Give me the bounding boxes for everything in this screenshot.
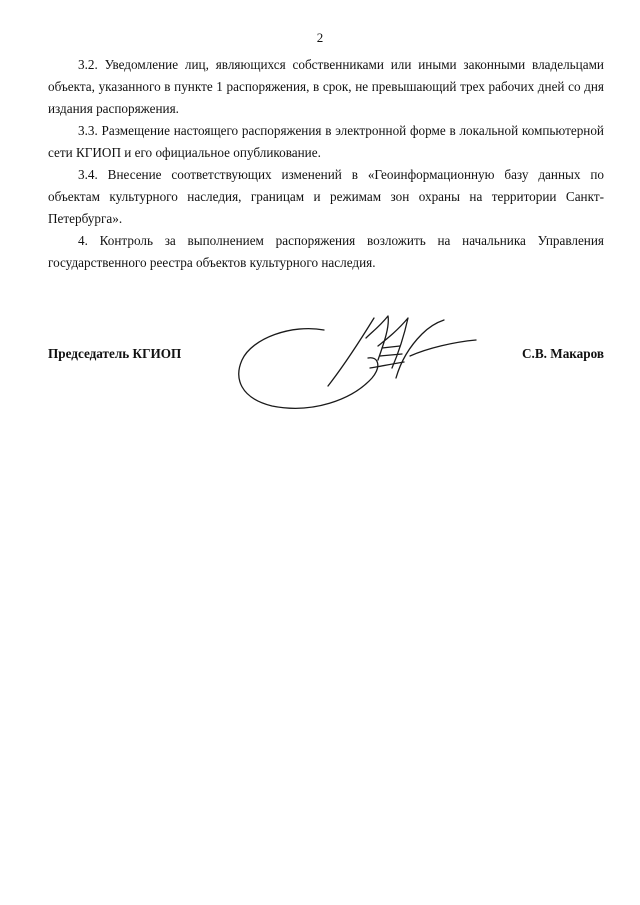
signatory-position: Председатель КГИОП (48, 346, 182, 361)
signature-row (48, 346, 604, 368)
paragraph-3-4: 3.4. Внесение соответствующих изменений в «Геоинформационную базу данных по объектам культурного наследия, границам и режимам зон охраны на территории Санкт-Петербурга». (48, 167, 604, 226)
paragraph-3-2: 3.2. Уведомление лиц, являющихся собственниками или иными законными владельцами объекта, указанного в пункте 1 распоряжения, в срок, не превышающий трех рабочих дней со дня издания распоряжения. (48, 57, 604, 116)
paragraph-4: 4. Контроль за выполнением распоряжения возложить на начальника Управления государственного реестра объектов культурного наследия. (48, 233, 604, 270)
document-body (48, 54, 604, 274)
page-number: 2 (316, 30, 324, 45)
paragraph-3-3: 3.3. Размещение настоящего распоряжения в электронной форме в локальной компьютерной сети КГИОП и его официальное опубликование. (48, 123, 604, 160)
signatory-name: С.В. Макаров (522, 346, 604, 361)
